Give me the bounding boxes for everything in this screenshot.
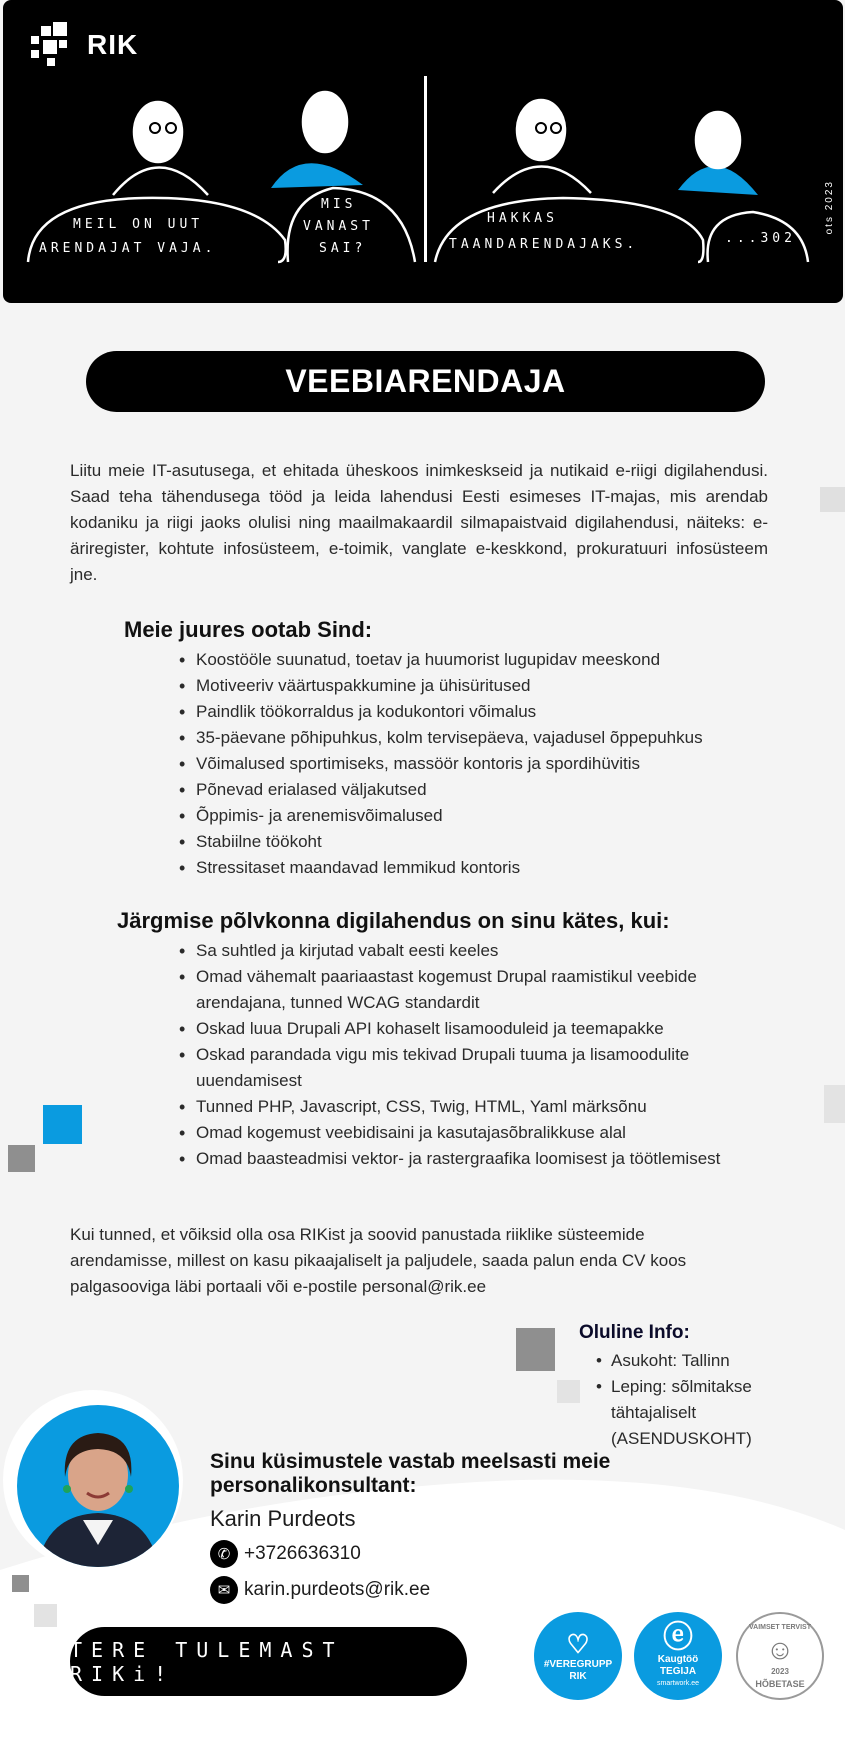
benefits-heading: Meie juures ootab Sind:	[124, 617, 373, 642]
badge-text: TEGIJA	[659, 1666, 697, 1677]
info-list	[579, 1348, 779, 1452]
welcome-text: TERE TULEMAST RIKi!	[70, 1637, 344, 1686]
list-item: • Stabiilne töökoht	[196, 829, 764, 855]
comic-drawing	[3, 0, 843, 303]
comic-panel-divider	[424, 76, 427, 262]
bubble2-line2: VANAST	[303, 219, 374, 234]
list-item: • Tunned PHP, Javascript, CSS, Twig, HTML, Yaml märksõnu	[196, 1094, 776, 1120]
list-item: • Oskad luua Drupali API kohaselt lisamooduleid ja teemapakke	[196, 1016, 776, 1042]
list-item: • Põnevad erialased väljakutsed	[196, 777, 764, 803]
badge-text: VAIMSET TERVIST	[749, 1624, 811, 1631]
consultant-photo	[17, 1405, 179, 1567]
bubble4-line1: ...302	[725, 231, 796, 246]
list-item: • Sa suhtled ja kirjutad vabalt eesti keeles	[196, 938, 776, 964]
head-profile-icon: ☺	[765, 1634, 795, 1665]
list-item: • 35-päevane põhipuhkus, kolm tervisepäeva, vajadusel õppepuhkus	[196, 725, 764, 751]
info-heading: Oluline Info:	[579, 1322, 690, 1343]
badge-text: HÕBETASE	[755, 1679, 805, 1689]
bubble3-line2: TAANDARENDAJAKS.	[449, 237, 639, 252]
contact-phone[interactable]: +3726636310	[244, 1543, 361, 1564]
hero-comic	[3, 0, 843, 303]
avatar	[17, 1405, 179, 1567]
list-item: • Oskad parandada vigu mis tekivad Drupali tuuma ja lisamoodulite uuendamisest	[196, 1042, 776, 1094]
comic-signature: ots 2023	[824, 180, 835, 235]
kaugtoo-badge	[634, 1612, 722, 1700]
decor-square	[557, 1380, 580, 1403]
intro-text: Liitu meie IT-asutusega, et ehitada üheskoos inimkeskseid ja nutikaid e-riigi digilahendusi. Saad teha tähendusega tööd ja leida lahendusi Eesti esimeses IT-majas, mis arendab kodaniku ja riigi jaoks olulisi ning maailmakaardil silmapaistvaid digilahendusi, näiteks: e-äriregister, kohtute infosüsteem, e-toimik, vanglate e-keskkond, prokuratuuri infosüsteem jne.	[70, 461, 768, 584]
welcome-banner	[70, 1627, 467, 1696]
list-item: • Õppimis- ja arenemisvõimalused	[196, 803, 764, 829]
bubble2-line1: MIS	[321, 197, 357, 212]
badge-text: RIK	[569, 1671, 587, 1682]
bubble1-line2: ARENDAJAT VAJA.	[39, 241, 217, 256]
requirements-section	[117, 908, 797, 1172]
contact-email-row[interactable]	[210, 1576, 630, 1604]
decor-square	[8, 1145, 35, 1172]
list-item: • Stressitaset maandavad lemmikud kontoris	[196, 855, 764, 881]
vaimset-tervist-badge	[736, 1612, 824, 1700]
list-item: • Omad vähemalt paariaastast kogemust Drupal raamistikul veebide arendajana, tunned WCAG standardit	[196, 964, 776, 1016]
email-icon: ✉	[210, 1576, 238, 1604]
e-logo-icon: ⓔ	[663, 1621, 693, 1654]
contact-heading: Sinu küsimustele vastab meelsasti meie personalikonsultant:	[210, 1450, 611, 1497]
decor-square	[43, 1105, 82, 1144]
contact-phone-row[interactable]	[210, 1540, 630, 1568]
list-item: • Asukoht: Tallinn	[611, 1348, 779, 1374]
heart-drop-icon: ♡	[566, 1629, 590, 1659]
list-item: • Võimalused sportimiseks, massöör kontoris ja spordihüvitis	[196, 751, 764, 777]
job-title: VEEBIARENDAJA	[86, 351, 765, 412]
benefits-section	[124, 617, 764, 881]
logo-text: RIK	[87, 29, 139, 60]
list-item: • Paindlik töökorraldus ja kodukontori võimalus	[196, 699, 764, 725]
badge-text: 2023	[771, 1667, 789, 1676]
application-text: Kui tunned, et võiksid olla osa RIKist ja soovid panustada riiklike süsteemide arendamisse, millest on kasu pikaajaliselt ja paljudele, saada palun enda CV koos palgasooviga läbi portaali või e-postile personal@rik.ee	[70, 1225, 687, 1296]
badge-text: smartwork.ee	[656, 1680, 699, 1687]
contact-name: Karin Purdeots	[210, 1506, 356, 1531]
veregrupp-badge	[534, 1612, 622, 1700]
important-info	[579, 1322, 779, 1452]
bubble2-line3: SAI?	[319, 241, 367, 256]
list-item: • Motiveeriv väärtuspakkumine ja ühisüritused	[196, 673, 764, 699]
requirements-list	[117, 938, 776, 1172]
decor-square	[34, 1604, 57, 1627]
decor-square	[516, 1328, 555, 1371]
decor-square	[820, 487, 845, 512]
list-item: • Leping: sõlmitakse tähtajaliselt (ASENDUSKOHT)	[611, 1374, 779, 1452]
list-item: • Omad baasteadmisi vektor- ja rastergraafika loomisest ja töötlemisest	[196, 1146, 776, 1172]
bubble3-line1: HAKKAS	[487, 211, 558, 226]
badge-text: Kaugtöö	[657, 1654, 699, 1665]
badge-text: #VEREGRUPP	[543, 1659, 613, 1670]
benefits-list	[124, 647, 764, 881]
list-item: • Omad kogemust veebidisaini ja kasutajasõbralikkuse alal	[196, 1120, 776, 1146]
decor-square	[12, 1575, 29, 1592]
bubble1-line1: MEIL ON UUT	[73, 217, 204, 232]
phone-icon: ✆	[210, 1540, 238, 1568]
decor-square	[824, 1085, 845, 1123]
contact-block	[210, 1450, 630, 1604]
requirements-heading: Järgmise põlvkonna digilahendus on sinu kätes, kui:	[117, 908, 670, 933]
list-item: • Koostööle suunatud, toetav ja huumorist lugupidav meeskond	[196, 647, 764, 673]
contact-email[interactable]: karin.purdeots@rik.ee	[244, 1579, 431, 1600]
